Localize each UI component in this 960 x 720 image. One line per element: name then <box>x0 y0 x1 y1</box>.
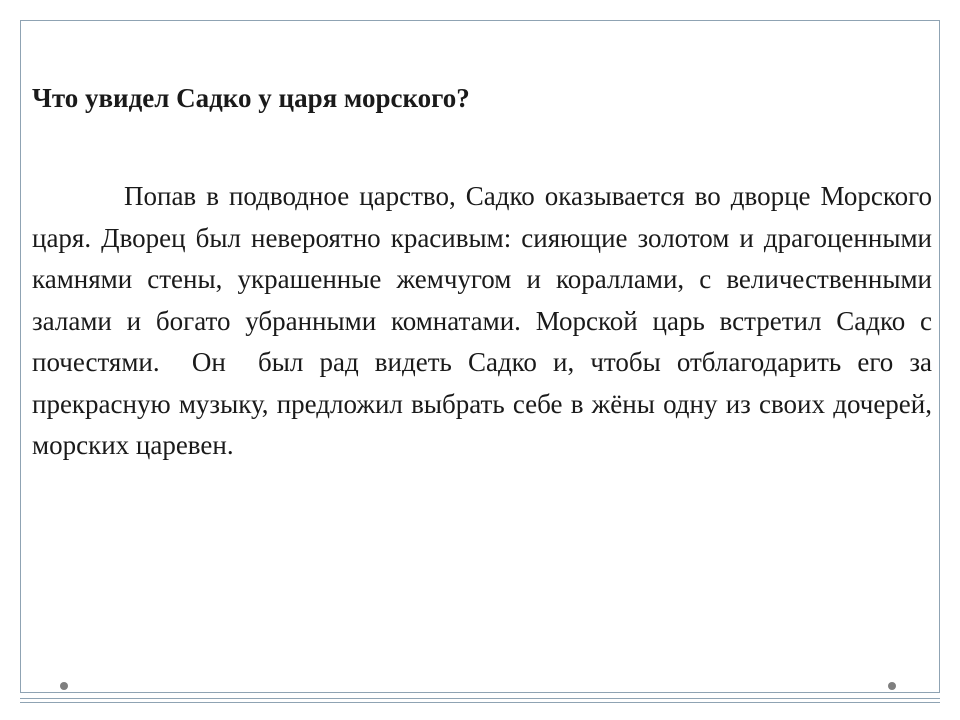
slide-body-text: Попав в подводное царство, Садко оказывается во дворце Морского царя. Дворец был невероятно красивым: сияющие золотом и драгоценными камнями стены, украшенные жемчугом и кораллами, с величественными залами и богато убранными комнатами. Морской царь встретил Садко с почестями. Он был рад видеть Садко и, чтобы отблагодарить его за прекрасную музыку, предложил выбрать себе в жёны одну из своих дочерей, морских царевен. <box>32 181 939 460</box>
bottom-left-dot-decoration <box>60 682 68 690</box>
bottom-rule-upper <box>20 698 940 699</box>
bottom-right-dot-decoration <box>888 682 896 690</box>
slide-title: Что увидел Садко у царя морского? <box>32 83 470 113</box>
bottom-rule-lower <box>20 702 940 703</box>
